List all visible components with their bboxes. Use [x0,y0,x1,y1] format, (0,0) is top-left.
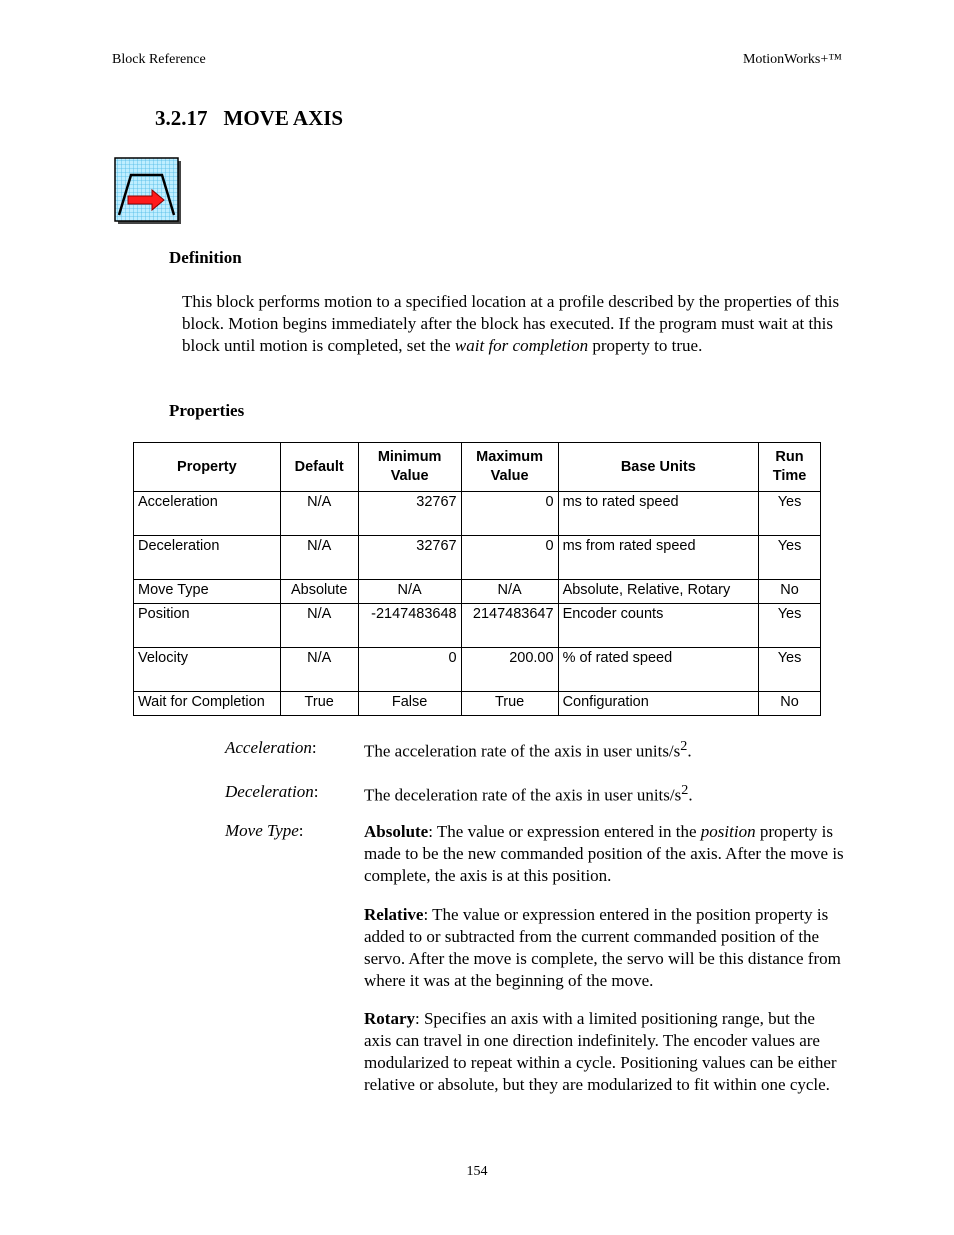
term-acceleration: Acceleration: [225,738,317,757]
definition-text: This block performs motion to a specified location at a profile described by the properties of this block. Motion begins immediately after the block has executed. If the program must wait at this block until motion is completed, set the wait for completion property to true. [182,292,840,355]
table-row: Deceleration N/A 32767 0 ms from rated speed Yes [134,536,821,580]
running-header-right: MotionWorks+™ [742,52,842,67]
table-row: Velocity N/A 0 200.00 % of rated speed Yes [134,648,821,692]
column-header: Property [134,443,281,492]
running-header-left: Block Reference [112,52,206,67]
definition-rotary: Rotary: Specifies an axis with a limited positioning range, but the axis can travel in one direction indefinitely. The encoder values are modularized to repeat within a cycle. Positioning values can be either relative or absolute, but they are modularized to fit within one cycle. [364,1009,837,1094]
properties-heading: Properties [169,401,245,420]
term-move-type: Move Type: [225,821,304,840]
column-header: Base Units [558,443,758,492]
table-row: Acceleration N/A 32767 0 ms to rated speed Yes [134,492,821,536]
definition-heading: Definition [169,248,242,267]
term-deceleration: Deceleration: [225,782,319,801]
definition-acceleration: The acceleration rate of the axis in user units/$s^2$. [364,738,692,761]
page-number: 154 [466,1164,488,1179]
column-header: Default [280,443,358,492]
definition-absolute: Absolute: The value or expression entered in the position property is made to be the new commanded position of the axis. After the move is complete, the axis is at this position. [364,822,844,885]
table-row: Wait for Completion True False True Configuration No [134,692,821,716]
column-header: Minimum Value [358,443,461,492]
table-row: Move Type Absolute N/A N/A Absolute, Relative, Rotary No [134,580,821,604]
table-header-row [134,443,821,492]
move-axis-block-icon [114,157,181,224]
table-row: Position N/A -2147483648 2147483647 Encoder counts Yes [134,604,821,648]
section-name: MOVE AXIS [223,106,344,130]
properties-table [133,442,821,716]
definition-deceleration: The deceleration rate of the axis in user units/$s^2$. [364,782,693,805]
section-number: 3.2.17 [155,106,208,130]
column-header: Maximum Value [461,443,558,492]
section-title [155,106,343,131]
column-header: Run Time [759,443,821,492]
definition-relative: Relative: The value or expression entered in the position property is added to or subtracted from the current commanded position of the servo. After the move is complete, the servo will be this distance from where it was at the beginning of the move. [364,905,841,990]
